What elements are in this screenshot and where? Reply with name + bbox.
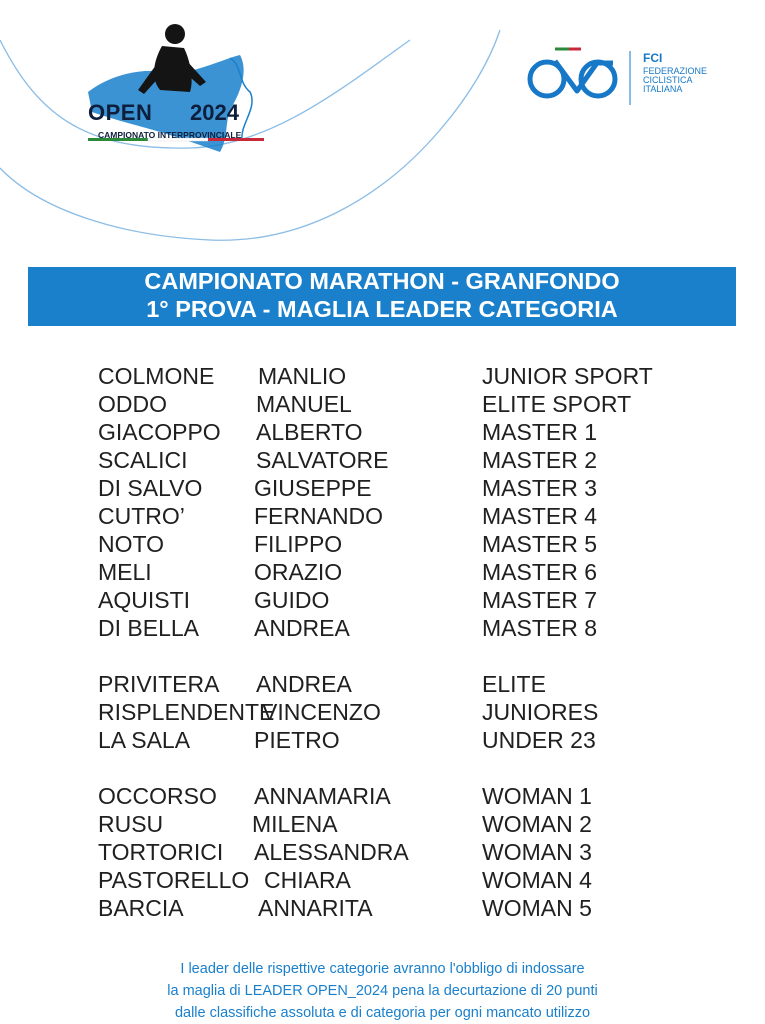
leader-surname: NOTO: [98, 531, 165, 557]
leader-name: ANNAMARIA: [254, 783, 391, 809]
leader-category: JUNIOR SPORT: [482, 363, 653, 389]
title-banner: [28, 267, 736, 326]
footer-line-3: dalle classifiche assoluta e di categoria per ogni mancato utilizzo: [174, 1005, 591, 1021]
leader-category: MASTER 3: [482, 475, 598, 501]
leader-surname: SCALICI: [98, 447, 188, 473]
leader-name: ANDREA: [256, 671, 352, 697]
footer-line-2: la maglia di LEADER OPEN_2024 pena la decurtazione di 20 punti: [167, 983, 598, 999]
leader-surname: PRIVITERA: [98, 671, 220, 697]
leader-surname: GIACOPPO: [98, 419, 221, 445]
sicily-cyclist-icon: [80, 20, 280, 170]
leader-name: PIETRO: [254, 727, 340, 753]
leader-name: ALESSANDRA: [254, 839, 409, 865]
leader-category: MASTER 5: [482, 531, 598, 557]
leader-surname: CUTRO’: [98, 503, 185, 529]
leader-category: WOMAN 1: [482, 783, 592, 809]
banner-line-2: 1° PROVA - MAGLIA LEADER CATEGORIA: [146, 296, 618, 322]
fci-acronym: FCI: [643, 51, 663, 65]
leader-name: ANNARITA: [258, 895, 373, 921]
leader-name: ORAZIO: [254, 559, 343, 585]
leader-name: MANLIO: [258, 363, 347, 389]
leader-category: ELITE SPORT: [482, 391, 632, 417]
open-logo-subtitle: CAMPIONATO INTERPROVINCIALE: [98, 130, 242, 140]
open-logo-word: OPEN: [88, 100, 153, 125]
leader-surname: DI SALVO: [98, 475, 203, 501]
leader-category: UNDER 23: [482, 727, 596, 753]
open-logo-year: 2024: [190, 100, 239, 125]
leader-surname: RISPLENDENTE: [98, 699, 275, 725]
leader-name: ANDREA: [254, 615, 350, 641]
leader-surname: TORTORICI: [98, 839, 224, 865]
leader-surname: MELI: [98, 559, 152, 585]
leader-surname: PASTORELLO: [98, 867, 250, 893]
fci-text: [643, 51, 708, 94]
leader-category: MASTER 4: [482, 503, 598, 529]
leader-surname: LA SALA: [98, 727, 191, 753]
leader-category: MASTER 8: [482, 615, 598, 641]
leader-name: SALVATORE: [256, 447, 389, 473]
leader-category: JUNIORES: [482, 699, 599, 725]
leader-surname: COLMONE: [98, 363, 215, 389]
leader-category: ELITE: [482, 671, 546, 697]
fci-line-1: FEDERAZIONE: [643, 66, 708, 76]
leader-category: MASTER 1: [482, 419, 598, 445]
leader-category: MASTER 6: [482, 559, 598, 585]
footer-note: [0, 958, 765, 1024]
footer-line-1: I leader delle rispettive categorie avranno l'obbligo di indossare: [180, 961, 585, 977]
leader-name: ALBERTO: [256, 419, 363, 445]
leader-name: VINCENZO: [262, 699, 381, 725]
leader-category: WOMAN 2: [482, 811, 592, 837]
fci-line-3: ITALIANA: [643, 84, 683, 94]
leader-name: FILIPPO: [254, 531, 343, 557]
leader-surname: AQUISTI: [98, 587, 191, 613]
leader-surname: ODDO: [98, 391, 167, 417]
banner-line-1: CAMPIONATO MARATHON - GRANFONDO: [144, 268, 620, 294]
leader-category: WOMAN 5: [482, 895, 592, 921]
leader-surname: DI BELLA: [98, 615, 199, 641]
leader-surname: RUSU: [98, 811, 164, 837]
leader-name: MILENA: [252, 811, 338, 837]
leader-name: CHIARA: [264, 867, 351, 893]
leader-name: GUIDO: [254, 587, 330, 613]
leader-category: MASTER 2: [482, 447, 598, 473]
leader-name: MANUEL: [256, 391, 352, 417]
leader-category: WOMAN 3: [482, 839, 592, 865]
fci-line-2: CICLISTICA: [643, 75, 693, 85]
leader-name: FERNANDO: [254, 503, 384, 529]
leader-category: WOMAN 4: [482, 867, 592, 893]
leader-surname: OCCORSO: [98, 783, 217, 809]
leader-name: GIUSEPPE: [254, 475, 372, 501]
leader-surname: BARCIA: [98, 895, 184, 921]
leader-category: MASTER 7: [482, 587, 598, 613]
